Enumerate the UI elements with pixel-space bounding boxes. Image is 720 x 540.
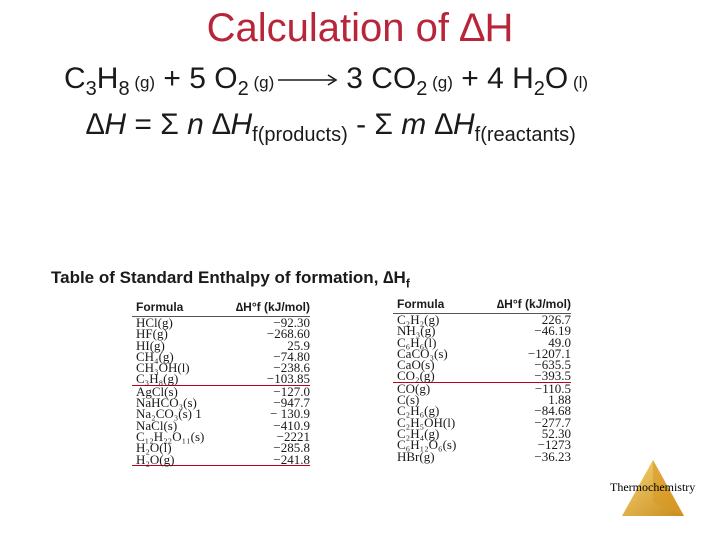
formula-cell: H₂O(g) bbox=[136, 451, 175, 467]
formula-cell: NaCl(s) bbox=[136, 417, 178, 433]
formula-cell: NaHCO₃(s) bbox=[136, 395, 197, 411]
enthalpy-cell: −2221 bbox=[276, 428, 310, 444]
table-row bbox=[132, 451, 310, 467]
formula-cell: C₆H₁₂O₆(s) bbox=[397, 437, 457, 453]
enthalpy-cell: −241.8 bbox=[273, 451, 310, 467]
formula-cell: HF(g) bbox=[136, 326, 168, 342]
hess-formula: ∆H = Σ n $\Delta H_{f(products)}$ - Σ m $\Delta H_{f(reactants)}$ bbox=[86, 108, 576, 146]
enthalpy-cell: 25.9 bbox=[287, 337, 310, 353]
enthalpy-cell: 49.0 bbox=[548, 334, 571, 350]
reaction-arrow-icon bbox=[276, 70, 342, 90]
slide-title: Calculation of ∆H bbox=[206, 6, 514, 50]
enthalpy-cell: −36.23 bbox=[534, 448, 571, 464]
formula-cell: C₂H₅OH(l) bbox=[397, 414, 456, 430]
enthalpy-cell: −635.5 bbox=[534, 357, 571, 373]
formula-cell: Na₂CO₃(s) 1 bbox=[136, 406, 202, 422]
footer-badge-label: Thermochemistry bbox=[610, 480, 696, 494]
enthalpy-cell: 52.30 bbox=[541, 425, 571, 441]
formula-cell: CH₄(g) bbox=[136, 348, 174, 364]
enthalpy-cell: −277.7 bbox=[534, 414, 571, 430]
formula-cell: H₂O(l) bbox=[136, 440, 172, 456]
formula-cell: CO₂(g) bbox=[397, 368, 435, 384]
enthalpy-cell: 1.88 bbox=[548, 392, 571, 408]
enthalpy-cell: −1207.1 bbox=[527, 345, 571, 361]
formula-cell: C(s) bbox=[397, 392, 420, 408]
enthalpy-cell: −84.68 bbox=[534, 403, 571, 419]
enthalpy-cell: −238.6 bbox=[273, 360, 310, 376]
formula-cell: CH₃OH(l) bbox=[136, 360, 190, 376]
enthalpy-cell: −46.19 bbox=[534, 323, 571, 339]
formula-cell: CaCO₃(s) bbox=[397, 345, 448, 361]
enthalpy-cell: −393.5 bbox=[534, 368, 571, 384]
enthalpy-cell: −410.9 bbox=[273, 417, 310, 433]
formula-cell: HCl(g) bbox=[136, 315, 173, 330]
table-header: Formula ∆H°f (kJ/mol) bbox=[132, 298, 310, 317]
enthalpy-cell: −110.5 bbox=[534, 380, 571, 396]
table-caption: Table of Standard Enthalpy of formation, $\Delta H_f$ bbox=[51, 268, 410, 291]
table-row bbox=[393, 448, 571, 464]
formula-cell: C₆H₆(l) bbox=[397, 334, 437, 350]
table-row bbox=[393, 380, 571, 396]
formula-cell: AgCl(s) bbox=[136, 383, 178, 399]
enthalpy-cell: −285.8 bbox=[273, 440, 310, 456]
enthalpy-cell: −74.80 bbox=[273, 348, 310, 364]
formula-cell: C₂H₄(g) bbox=[397, 425, 440, 441]
formula-cell: C₂H₆(g) bbox=[397, 403, 440, 419]
formula-cell: NH₃(g) bbox=[397, 323, 436, 339]
table-header: Formula ∆H°f (kJ/mol) bbox=[393, 295, 571, 314]
enthalpy-table-left bbox=[132, 298, 310, 466]
formula-cell: C₁₂H₂₂O₁₁(s) bbox=[136, 428, 205, 444]
enthalpy-cell: −268.60 bbox=[266, 326, 310, 342]
formula-cell: HBr(g) bbox=[397, 448, 435, 464]
enthalpy-cell: − 130.9 bbox=[270, 406, 310, 422]
enthalpy-table-right bbox=[393, 295, 571, 462]
formula-cell: HI(g) bbox=[136, 337, 165, 353]
formula-cell: C₂H₂(g) bbox=[397, 312, 440, 327]
formula-cell: CO(g) bbox=[397, 380, 431, 396]
enthalpy-cell: −103.85 bbox=[266, 371, 310, 387]
enthalpy-cell: −1273 bbox=[537, 437, 571, 453]
formula-cell: CaO(s) bbox=[397, 357, 435, 373]
enthalpy-cell: −127.0 bbox=[273, 383, 310, 399]
enthalpy-cell: 226.7 bbox=[541, 312, 571, 327]
enthalpy-cell: −947.7 bbox=[273, 395, 310, 411]
formula-cell: C₃H₈(g) bbox=[136, 371, 179, 387]
enthalpy-cell: −92.30 bbox=[273, 315, 310, 330]
reaction-equation: $C_3H_8$ (g) + 5 $O_2$ (g) 3 $CO_2$ (g) + 4 $H_2O$ (l) bbox=[64, 62, 589, 100]
